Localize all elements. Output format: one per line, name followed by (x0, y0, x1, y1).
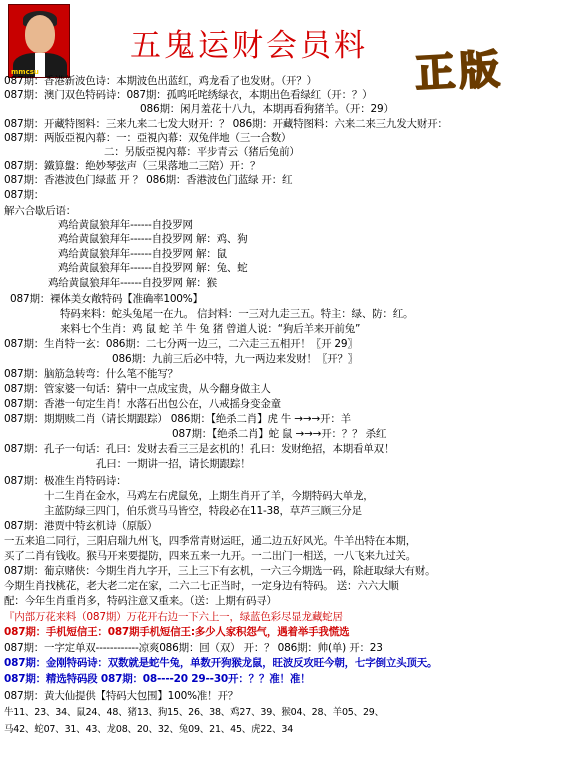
text-line: 087期：期期赎二肖（请长期跟踪） 086期：【绝杀二肖】虎 牛 →→→开：羊 (4, 413, 351, 425)
text-line: 『内部万花来料（087期）万花开右边一下六上一，绿蓝色彩尽显龙藏蛇居 (4, 611, 343, 623)
text-line: 087期：管家婆一句话：猜中一点成宝贵，从今翻身做主人 (4, 383, 271, 395)
text-line: 087期：澳门双色特码诗：087期：孤鸣吒咤绣绿衣，本期出色看绿红（开：？） (4, 89, 373, 101)
text-line: 087期：精选特码段 087期：08----20 29--30开：？？准！准！ (4, 673, 311, 685)
text-line: 配：今年生肖重肖多，特码注意又重来。（送：上期有码寻） (4, 595, 277, 607)
text-line: 087期：手机短信王：087期手机短信王:多少人家积怨气，遇着举手我慌选 (4, 626, 350, 638)
text-line: 087期：脑筋急转弯：什么笔不能写？ (4, 368, 178, 380)
text-line: 087期：香港波色门绿蓝 开 ？ 086期：香港波色门蓝绿 开：红 (4, 174, 293, 186)
text-line: 一五来追二同行，三阳启瑞九州飞，四季常青财运旺，通二边五好风光。牛羊出特在本期， (4, 535, 416, 547)
text-line: 马42、蛇07、31、43、龙08、20、32、兔09、21、45、虎22、34 (4, 724, 294, 735)
text-line: 鸡给黄鼠狼拜年------自投罗网 解：兔、蛇 (58, 262, 248, 274)
page-title: 五鬼运财会员料 (130, 28, 368, 64)
text-line: 087期：裸体美女敞特码【准确率100%】 (10, 293, 203, 305)
avatar-tag: mmcsu (11, 68, 39, 76)
text-line: 087期：孔子一句话：孔曰：发财去看三三是玄机的！孔曰：发财绝招，本期看单双！ (4, 443, 395, 455)
text-line: 087期：金刚特码诗：双数就是蛇牛兔，单数开狗猴龙鼠，旺波反攻旺今朝，七字倒立头顶天。 (4, 657, 438, 669)
text-line: 087期： (4, 189, 45, 201)
text-line: 087期：开藏特图料：三来九来二七发大财开：？ 086期：开藏特图料：六来二来三九发大财开： (4, 118, 448, 130)
text-line: 087期：葡京赌侠：今期生肖九字开，三上三下有玄机，一六三今期选一码，除赶取绿大有财。 (4, 565, 436, 577)
text-line: 孔曰：一期讲一招，请长期跟踪！ (96, 458, 251, 470)
text-line: 牛11、23、34、鼠24、48、猪13、狗15、26、38、鸡27、39、猴04、28、羊05、29、 (4, 707, 384, 718)
text-line: 087期：鐵算盤：绝妙琴弦声（三果落地二三陪）开：？ (4, 160, 261, 172)
text-line: 解六合歇后语： (4, 205, 77, 217)
text-line: 086期：九前三后必中特，九一两边来发财！〖开？〗 (112, 353, 359, 365)
text-line: 十二生肖在金水，马鸡左右虎鼠免，上期生肖开了羊，今期特码大单龙， (44, 490, 374, 502)
text-line: 087期：【绝杀二肖】蛇 鼠 →→→开：？？ 杀红 (172, 428, 387, 440)
text-line: 鸡给黄鼠狼拜年------自投罗网 解：鼠 (58, 248, 227, 260)
text-line: 087期：两版亞視內幕：一：亞視內幕：双兔伴地（三一合数） (4, 132, 292, 144)
text-line: 087期：黄大仙提供【特码大包围】100%准！开？ (4, 690, 239, 702)
genuine-stamp: 正版 (413, 45, 505, 98)
text-line: 鸡给黄鼠狼拜年------自投罗网 解：猴 (48, 277, 217, 289)
text-line: 087期：一字定单双------------凉爽086期：回（双） 开：？ 086期：帅(单) 开：23 (4, 642, 383, 654)
text-line: 买了二肖有钱收。猴马开来要提防，四来五来一九开。一二出门一相送，一八飞来九过关。 (4, 550, 416, 562)
text-line: 二：另版亞視內幕：平步青云（猪后兔前） (104, 146, 300, 158)
text-line: 今期生肖找桃花，老大老二定在家，二六二七正当时，一定身边有特码。 送：六六大顺 (4, 580, 399, 592)
text-line: 来料七个生肖：鸡 鼠 蛇 羊 牛 兔 猪 曾道人说：“狗后羊来开前兔” (60, 323, 361, 335)
text-line: 087期：香港一句定生肖！水落石出包公在，八戒摇身变金童 (4, 398, 281, 410)
text-line: 鸡给黄鼠狼拜年------自投罗网 (58, 219, 193, 231)
text-line: 086期：闲月羞花十八九，本期再看狗猪羊。（开：29） (140, 103, 394, 115)
text-line: 087期：极准生肖特码诗： (4, 475, 127, 487)
text-line: 鸡给黄鼠狼拜年------自投罗网 解：鸡、狗 (58, 233, 248, 245)
text-line: 087期：港贾中特玄机诗（原版） (4, 520, 158, 532)
avatar (8, 4, 70, 78)
text-line: 特码来料：蛇头兔尾一在九。 信封料：一三对九走三五。特主：绿、防：红。 (60, 308, 414, 320)
text-line: 087期：生肖特一玄：086期：二七分两一边三，二六走三五相开！〖开 29〗 (4, 338, 358, 350)
text-line: 主蓝防绿三四门，伯乐赏马马皆空，特段必在11-38，草芦三顾三分足 (44, 505, 362, 517)
avatar-face (25, 15, 55, 53)
text-line: 087期：香港新波色诗：本期波色出蓝红，鸡龙看了也发财。（开？） (4, 75, 317, 87)
